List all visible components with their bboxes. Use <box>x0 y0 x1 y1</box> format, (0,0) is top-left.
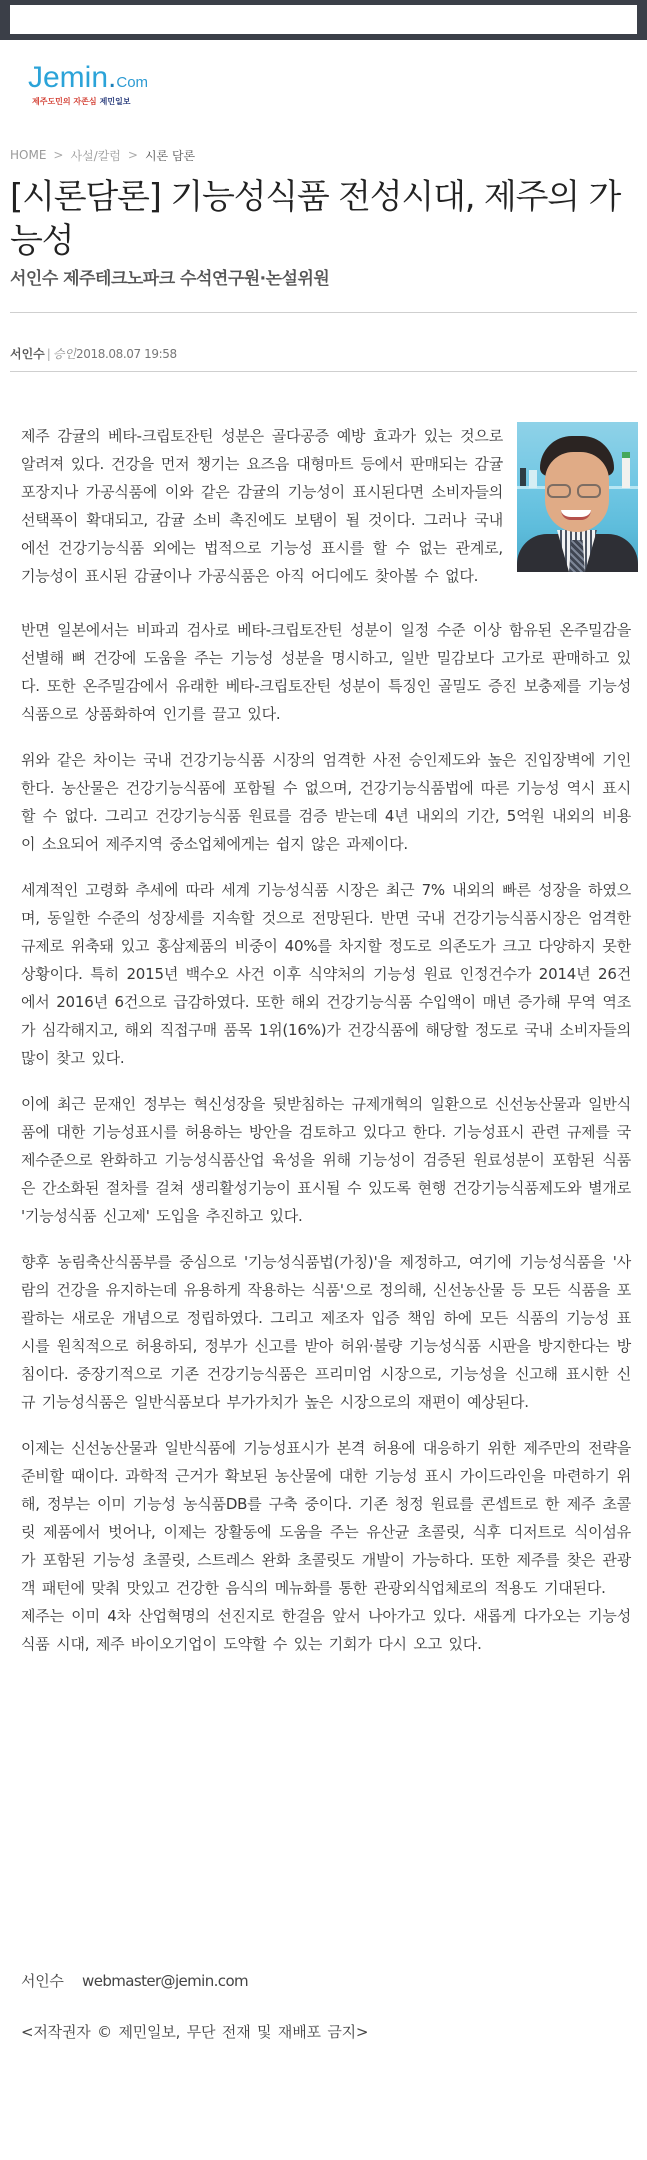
top-bar <box>0 0 647 40</box>
article-subtitle: 서인수 제주테크노파크 수석연구원·논설위원 <box>10 269 330 289</box>
site-logo[interactable] <box>28 63 168 113</box>
meta-author[interactable]: 서인수 <box>10 347 45 361</box>
article-paragraph: 이에 최근 문재인 정부는 혁신성장을 뒷받침하는 규제개혁의 일환으로 신선농산물과 일반식품에 대한 기능성표시를 허용하는 방안을 검토하고 있다고 한다. 기능성표시 관련 규제를 국제수준으로 완화하고 기능성식품산업 육성을 위해 기능성이 검증된 원료성분이 포함된 식품은 간소화된 절차를 걸쳐 생리활성기능이 표시될 수 있도록 현행 건강기능식품제도와 별개로 '기능성식품 신고제' 도입을 추진하고 있다. <box>21 1095 631 1225</box>
breadcrumb-section[interactable]: 시론 담론 <box>144 148 196 163</box>
divider <box>10 312 637 313</box>
byline-name: 서인수 <box>21 1972 64 1990</box>
divider <box>10 371 637 372</box>
byline <box>21 1970 248 1991</box>
article-paragraph: 반면 일본에서는 비파괴 검사로 베타-크립토잔틴 성분이 일정 수준 이상 함유된 온주밀감을 선별해 뼈 건강에 도움을 주는 기능성 성분을 명시하고, 일반 밀감보다 고가로 판매하고 있다. 또한 온주밀감에서 유래한 베타-크립토잔틴 성분이 특징인 골밀도 증진 보충제를 기능성식품으로 상품화하여 인기를 끌고 있다. <box>21 621 631 723</box>
article-meta <box>10 345 177 362</box>
article-paragraph: 제주 감귤의 베타-크립토잔틴 성분은 골다공증 예방 효과가 있는 것으로 알려져 있다. 건강을 먼저 챙기는 요즈음 대형마트 등에서 판매되는 감귤 포장지나 가공식품에 이와 같은 감귤의 기능성이 표시된다면 소비자들의 선택폭이 확대되고, 감귤 소비 촉진에도 보탬이 될 것이다. 그러나 국내에선 건강기능식품 외에는 법적으로 기능성 표시를 할 수 없는 관계로, 기능성이 표시된 감귤이나 가공식품은 아직 어디에도 찾아볼 수 없다. <box>21 427 503 585</box>
logo-wordmark: Jemin.Com <box>28 61 149 94</box>
byline-email-link[interactable]: webmaster@jemin.com <box>82 1972 249 1990</box>
breadcrumb <box>10 146 195 164</box>
meta-status: 승인 <box>52 347 77 361</box>
meta-divider: | <box>46 346 51 361</box>
breadcrumb-home[interactable]: HOME <box>10 148 47 162</box>
article-paragraph: 제주는 이미 4차 산업혁명의 선진지로 한걸음 앞서 나아가고 있다. 새롭게 다가오는 기능성식품 시대, 제주 바이오기업이 도약할 수 있는 기회가 다시 오고 있다. <box>21 1607 631 1653</box>
breadcrumb-editorial[interactable]: 사설/칼럼 <box>70 148 121 163</box>
page-title: [시론담론] 기능성식품 전성시대, 제주의 가능성 <box>10 177 621 261</box>
copyright-notice: <저작권자 © 제민일보, 무단 전재 및 재배포 금지> <box>21 2023 369 2041</box>
article-paragraph: 세계적인 고령화 추세에 따라 세계 기능성식품 시장은 최근 7% 내외의 빠른 성장을 하였으며, 동일한 수준의 성장세를 지속할 것으로 전망된다. 반면 국내 건강기능식품시장은 엄격한 규제로 위축돼 있고 홍삼제품의 비중이 40%를 차지할 정도로 의존도가 크고 다양하지 못한 상황이다. 특히 2015년 백수오 사건 이후 식약처의 기능성 원료 인정건수가 2014년 26건에서 2016년 6건으로 급감하였다. 또한 해외 건강기능식품 수입액이 매년 증가해 무역 역조가 심각해지고, 해외 직접구매 품목 1위(16%)가 건강식품에 해당할 정도로 국내 소비자들의 많이 찾고 있다. <box>21 881 631 1067</box>
chevron-right-icon: > <box>127 148 138 162</box>
logo-tagline: 제주도민의 자존심 제민일보 <box>32 97 131 106</box>
meta-date: 2018.08.07 19:58 <box>76 346 177 361</box>
search-input[interactable] <box>10 5 637 34</box>
article-body <box>21 422 631 1676</box>
article-paragraph: 위와 같은 차이는 국내 건강기능식품 시장의 엄격한 사전 승인제도와 높은 진입장벽에 기인한다. 농산물은 건강기능식품에 포함될 수 없으며, 건강기능식품법에 따른 기능성 역시 표시할 수 없다. 그리고 건강기능식품 원료를 검증 받는데 4년 내외의 기간, 5억원 내외의 비용이 소요되어 제주지역 중소업체에게는 쉽지 않은 과제이다. <box>21 751 631 853</box>
article-paragraph: 향후 농림축산식품부를 중심으로 '기능성식품법(가칭)'을 제정하고, 여기에 기능성식품을 '사람의 건강을 유지하는데 유용하게 작용하는 식품'으로 정의해, 신선농산물 등 모든 식품을 포괄하는 새로운 개념으로 정립하였다. 그리고 제조자 입증 책임 하에 모든 식품의 기능성 표시를 원칙적으로 허용하되, 정부가 신고를 받아 허위·불량 기능성식품 시판을 방지한다는 방침이다. 중장기적으로 기존 건강기능식품은 프리미엄 시장으로, 기능성을 신고해 표시한 신규 기능성식품은 일반식품보다 부가가치가 높은 시장으로의 재편이 예상된다. <box>21 1253 631 1411</box>
article-paragraph: 이제는 신선농산물과 일반식품에 기능성표시가 본격 허용에 대응하기 위한 제주만의 전략을 준비할 때이다. 과학적 근거가 확보된 농산물에 대한 기능성 표시 가이드라인을 마련하기 위해, 정부는 이미 기능성 농식품DB를 구축 중이다. 기존 청정 원료를 콘셉트로 한 제주 초콜릿 제품에서 벗어나, 이제는 장활동에 도움을 주는 유산균 초콜릿, 식후 디저트로 식이섬유가 포함된 기능성 초콜릿, 스트레스 완화 초콜릿도 개발이 가능하다. 또한 제주를 찾은 관광객 패턴에 맞춰 맛있고 건강한 음식의 메뉴화를 통한 관광외식업체로의 적용도 기대된다. <box>21 1439 631 1597</box>
chevron-right-icon: > <box>53 148 64 162</box>
